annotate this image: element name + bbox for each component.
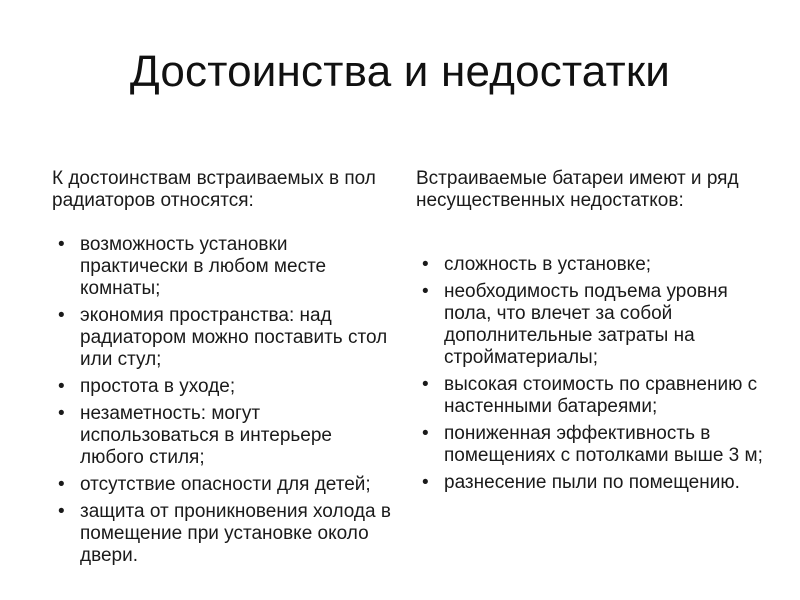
list-item-text: экономия пространства: над радиатором можно поставить стол или стул; [80, 305, 388, 370]
list-item-text: разнесение пыли по помещению. [444, 472, 740, 493]
bullet-icon: • [422, 423, 429, 444]
advantages-column [52, 168, 392, 572]
bullet-icon: • [422, 254, 429, 275]
list-item [52, 474, 392, 496]
list-item-text: необходимость подъема уровня пола, что влечет за собой дополнительные затраты на стройматериалы; [444, 281, 728, 368]
bullet-icon: • [422, 281, 429, 302]
advantages-list [52, 234, 392, 567]
bullet-icon: • [58, 474, 65, 495]
bullet-icon: • [58, 376, 65, 397]
bullet-icon: • [58, 501, 65, 522]
list-item-text: защита от проникновения холода в помещение при установке около двери. [80, 501, 391, 566]
advantages-intro: К достоинствам встраиваемых в пол радиаторов относятся: [52, 168, 376, 211]
slide-title: Достоинства и недостатки [129, 47, 671, 96]
list-item-text: простота в уходе; [80, 376, 236, 397]
bullet-icon: • [422, 472, 429, 493]
list-item-text: отсутствие опасности для детей; [80, 474, 371, 495]
bullet-icon: • [422, 374, 429, 395]
disadvantages-list [416, 254, 766, 494]
bullet-icon: • [58, 234, 65, 255]
list-item [52, 376, 392, 398]
list-item [52, 234, 392, 300]
disadvantages-intro: Встраиваемые батареи имеют и ряд несущественных недостатков: [416, 168, 739, 211]
list-item [416, 423, 766, 467]
list-item [52, 403, 392, 469]
disadvantages-column [416, 168, 766, 499]
list-item-text: незаметность: могут использоваться в интерьере любого стиля; [80, 403, 333, 468]
list-item-text: возможность установки практически в любом месте комнаты; [80, 234, 327, 299]
bullet-icon: • [58, 403, 65, 424]
list-item-text: сложность в установке; [444, 254, 652, 275]
list-item [416, 374, 766, 418]
list-item-text: высокая стоимость по сравнению с настенными батареями; [444, 374, 758, 417]
list-item-text: пониженная эффективность в помещениях с потолками выше 3 м; [444, 423, 763, 466]
list-item [52, 305, 392, 371]
list-item [416, 281, 766, 369]
list-item [52, 501, 392, 567]
list-item [416, 472, 766, 494]
list-item [416, 254, 766, 276]
bullet-icon: • [58, 305, 65, 326]
